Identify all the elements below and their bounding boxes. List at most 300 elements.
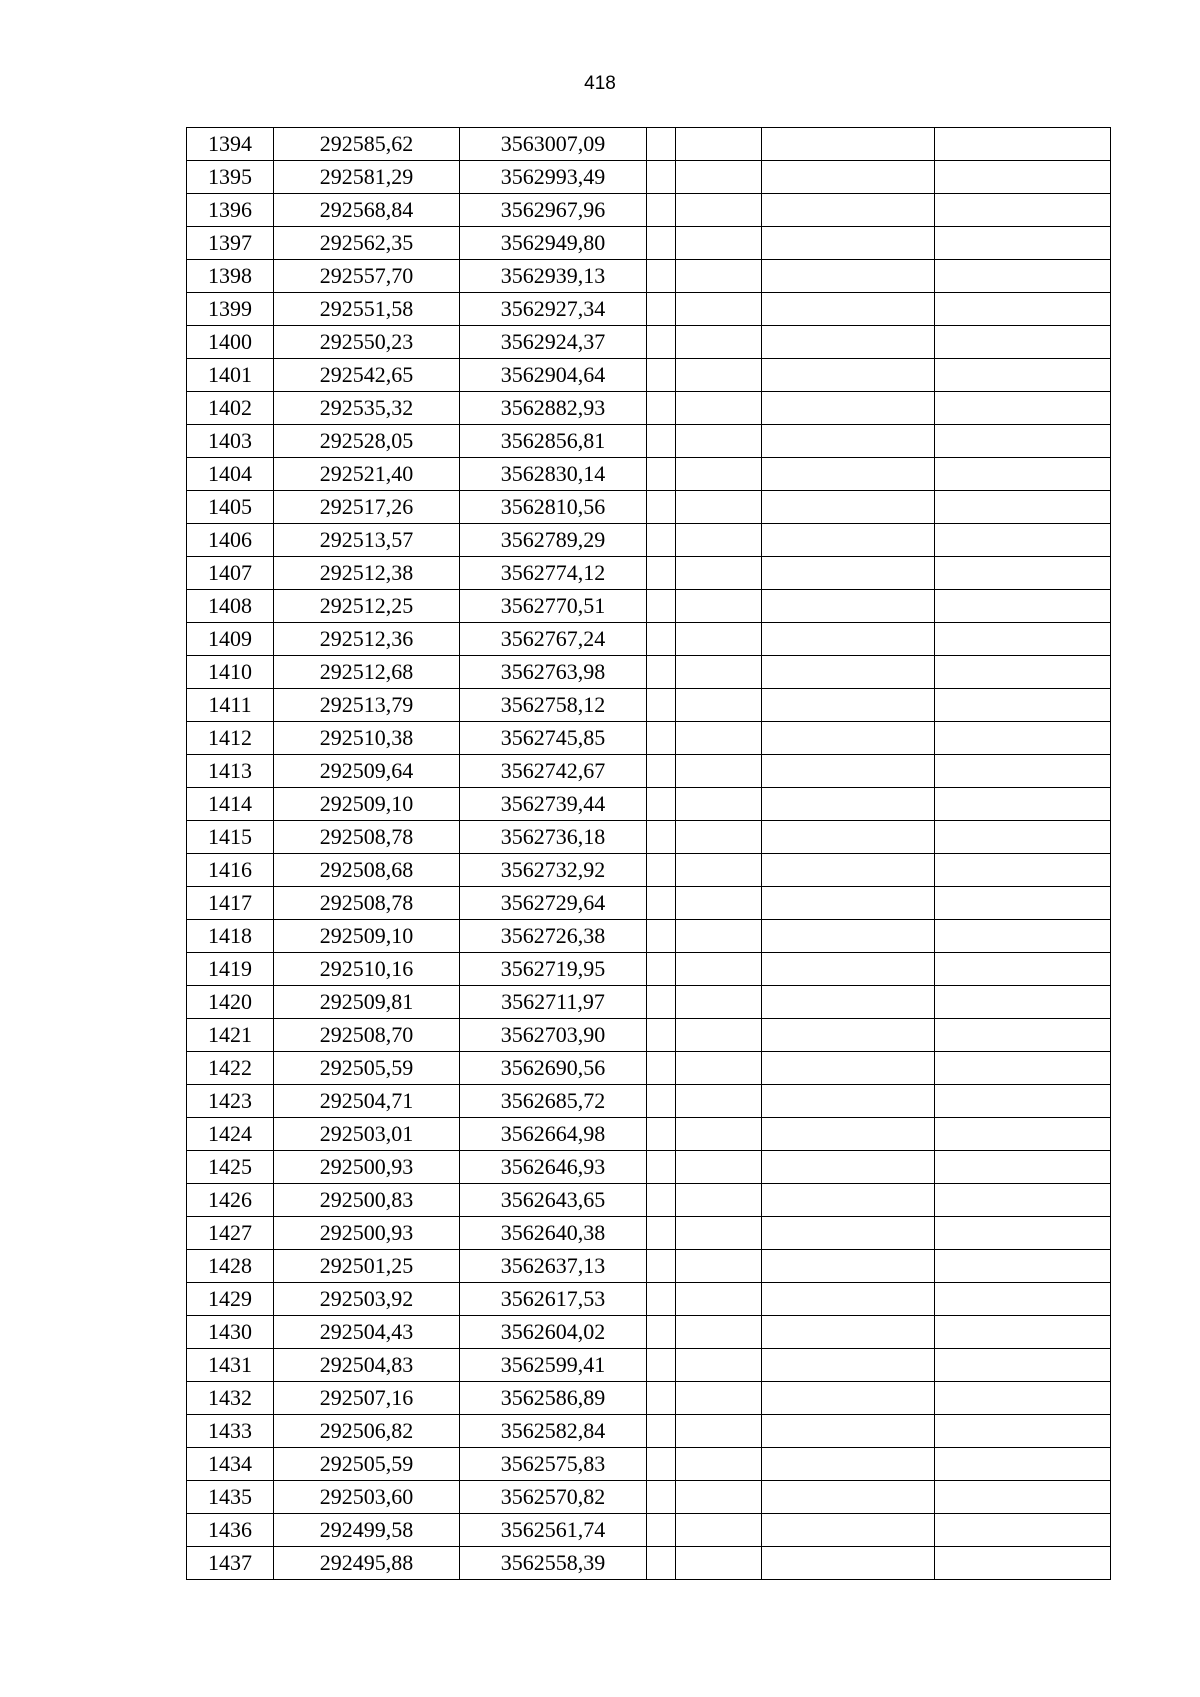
x-coordinate-cell: 292550,23 <box>274 326 460 359</box>
y-coordinate-cell: 3562690,56 <box>460 1052 647 1085</box>
empty-cell <box>676 359 762 392</box>
empty-cell <box>647 392 676 425</box>
y-coordinate-cell: 3562640,38 <box>460 1217 647 1250</box>
empty-cell <box>676 953 762 986</box>
x-coordinate-cell: 292521,40 <box>274 458 460 491</box>
table-row <box>187 1481 1111 1514</box>
empty-cell <box>762 458 935 491</box>
point-number-cell: 1406 <box>187 524 274 557</box>
y-coordinate-cell: 3562732,92 <box>460 854 647 887</box>
x-coordinate-cell: 292508,70 <box>274 1019 460 1052</box>
point-number-cell: 1413 <box>187 755 274 788</box>
x-coordinate-cell: 292557,70 <box>274 260 460 293</box>
empty-cell <box>935 227 1111 260</box>
page-number: 418 <box>584 73 616 94</box>
table-row <box>187 821 1111 854</box>
empty-cell <box>762 1019 935 1052</box>
empty-cell <box>676 1481 762 1514</box>
y-coordinate-cell: 3562939,13 <box>460 260 647 293</box>
x-coordinate-cell: 292507,16 <box>274 1382 460 1415</box>
empty-cell <box>676 1448 762 1481</box>
x-coordinate-cell: 292508,78 <box>274 887 460 920</box>
empty-cell <box>647 854 676 887</box>
point-number-cell: 1420 <box>187 986 274 1019</box>
point-number-cell: 1412 <box>187 722 274 755</box>
empty-cell <box>676 1349 762 1382</box>
point-number-cell: 1402 <box>187 392 274 425</box>
y-coordinate-cell: 3562924,37 <box>460 326 647 359</box>
empty-cell <box>676 1382 762 1415</box>
empty-cell <box>647 1349 676 1382</box>
table-row <box>187 1184 1111 1217</box>
y-coordinate-cell: 3562643,65 <box>460 1184 647 1217</box>
table-row <box>187 293 1111 326</box>
empty-cell <box>647 1481 676 1514</box>
table-row <box>187 1415 1111 1448</box>
x-coordinate-cell: 292506,82 <box>274 1415 460 1448</box>
empty-cell <box>935 1415 1111 1448</box>
empty-cell <box>762 854 935 887</box>
empty-cell <box>647 425 676 458</box>
empty-cell <box>935 623 1111 656</box>
coordinates-table <box>186 127 1111 1580</box>
table-row <box>187 590 1111 623</box>
point-number-cell: 1433 <box>187 1415 274 1448</box>
empty-cell <box>762 1217 935 1250</box>
empty-cell <box>762 1448 935 1481</box>
y-coordinate-cell: 3562742,67 <box>460 755 647 788</box>
empty-cell <box>762 1151 935 1184</box>
x-coordinate-cell: 292500,83 <box>274 1184 460 1217</box>
x-coordinate-cell: 292528,05 <box>274 425 460 458</box>
empty-cell <box>676 1019 762 1052</box>
empty-cell <box>676 854 762 887</box>
empty-cell <box>935 359 1111 392</box>
empty-cell <box>935 491 1111 524</box>
empty-cell <box>676 326 762 359</box>
empty-cell <box>762 161 935 194</box>
empty-cell <box>935 953 1111 986</box>
empty-cell <box>762 1052 935 1085</box>
empty-cell <box>676 227 762 260</box>
empty-cell <box>647 1250 676 1283</box>
table-row <box>187 920 1111 953</box>
empty-cell <box>762 1184 935 1217</box>
empty-cell <box>647 1448 676 1481</box>
empty-cell <box>935 920 1111 953</box>
point-number-cell: 1400 <box>187 326 274 359</box>
point-number-cell: 1415 <box>187 821 274 854</box>
y-coordinate-cell: 3562685,72 <box>460 1085 647 1118</box>
empty-cell <box>762 1283 935 1316</box>
table-row <box>187 1283 1111 1316</box>
empty-cell <box>647 491 676 524</box>
x-coordinate-cell: 292510,38 <box>274 722 460 755</box>
empty-cell <box>647 293 676 326</box>
empty-cell <box>647 920 676 953</box>
empty-cell <box>647 1085 676 1118</box>
empty-cell <box>647 821 676 854</box>
empty-cell <box>647 986 676 1019</box>
empty-cell <box>935 590 1111 623</box>
empty-cell <box>762 359 935 392</box>
y-coordinate-cell: 3562711,97 <box>460 986 647 1019</box>
empty-cell <box>647 1382 676 1415</box>
empty-cell <box>762 392 935 425</box>
empty-cell <box>762 491 935 524</box>
empty-cell <box>935 1019 1111 1052</box>
empty-cell <box>935 557 1111 590</box>
empty-cell <box>676 590 762 623</box>
empty-cell <box>762 293 935 326</box>
empty-cell <box>676 458 762 491</box>
empty-cell <box>935 887 1111 920</box>
y-coordinate-cell: 3562767,24 <box>460 623 647 656</box>
y-coordinate-cell: 3562664,98 <box>460 1118 647 1151</box>
empty-cell <box>762 689 935 722</box>
point-number-cell: 1424 <box>187 1118 274 1151</box>
empty-cell <box>935 656 1111 689</box>
empty-cell <box>762 887 935 920</box>
empty-cell <box>762 755 935 788</box>
empty-cell <box>935 1349 1111 1382</box>
table-row <box>187 425 1111 458</box>
table-row <box>187 1316 1111 1349</box>
empty-cell <box>647 1547 676 1580</box>
point-number-cell: 1416 <box>187 854 274 887</box>
empty-cell <box>935 194 1111 227</box>
x-coordinate-cell: 292505,59 <box>274 1448 460 1481</box>
empty-cell <box>647 1118 676 1151</box>
table-row <box>187 788 1111 821</box>
point-number-cell: 1407 <box>187 557 274 590</box>
empty-cell <box>676 788 762 821</box>
empty-cell <box>676 1085 762 1118</box>
point-number-cell: 1408 <box>187 590 274 623</box>
y-coordinate-cell: 3562856,81 <box>460 425 647 458</box>
empty-cell <box>935 986 1111 1019</box>
y-coordinate-cell: 3562703,90 <box>460 1019 647 1052</box>
point-number-cell: 1422 <box>187 1052 274 1085</box>
x-coordinate-cell: 292495,88 <box>274 1547 460 1580</box>
empty-cell <box>762 1547 935 1580</box>
empty-cell <box>647 590 676 623</box>
empty-cell <box>647 689 676 722</box>
point-number-cell: 1395 <box>187 161 274 194</box>
empty-cell <box>647 1052 676 1085</box>
table-row <box>187 227 1111 260</box>
x-coordinate-cell: 292500,93 <box>274 1151 460 1184</box>
point-number-cell: 1396 <box>187 194 274 227</box>
y-coordinate-cell: 3562830,14 <box>460 458 647 491</box>
point-number-cell: 1399 <box>187 293 274 326</box>
empty-cell <box>762 722 935 755</box>
empty-cell <box>935 392 1111 425</box>
y-coordinate-cell: 3562774,12 <box>460 557 647 590</box>
table-row <box>187 1547 1111 1580</box>
x-coordinate-cell: 292500,93 <box>274 1217 460 1250</box>
empty-cell <box>647 161 676 194</box>
x-coordinate-cell: 292503,60 <box>274 1481 460 1514</box>
empty-cell <box>935 1481 1111 1514</box>
point-number-cell: 1425 <box>187 1151 274 1184</box>
empty-cell <box>935 1085 1111 1118</box>
point-number-cell: 1436 <box>187 1514 274 1547</box>
x-coordinate-cell: 292508,68 <box>274 854 460 887</box>
empty-cell <box>762 1349 935 1382</box>
x-coordinate-cell: 292501,25 <box>274 1250 460 1283</box>
table-row <box>187 260 1111 293</box>
y-coordinate-cell: 3562646,93 <box>460 1151 647 1184</box>
point-number-cell: 1426 <box>187 1184 274 1217</box>
point-number-cell: 1431 <box>187 1349 274 1382</box>
table-row <box>187 854 1111 887</box>
empty-cell <box>647 227 676 260</box>
y-coordinate-cell: 3562993,49 <box>460 161 647 194</box>
empty-cell <box>935 821 1111 854</box>
table-row <box>187 755 1111 788</box>
y-coordinate-cell: 3562575,83 <box>460 1448 647 1481</box>
y-coordinate-cell: 3562604,02 <box>460 1316 647 1349</box>
empty-cell <box>762 524 935 557</box>
table-row <box>187 392 1111 425</box>
point-number-cell: 1394 <box>187 128 274 161</box>
table-row <box>187 359 1111 392</box>
empty-cell <box>935 722 1111 755</box>
empty-cell <box>676 1217 762 1250</box>
empty-cell <box>647 260 676 293</box>
y-coordinate-cell: 3562729,64 <box>460 887 647 920</box>
table-row <box>187 194 1111 227</box>
empty-cell <box>647 1415 676 1448</box>
empty-cell <box>676 755 762 788</box>
empty-cell <box>676 524 762 557</box>
empty-cell <box>676 1514 762 1547</box>
point-number-cell: 1423 <box>187 1085 274 1118</box>
y-coordinate-cell: 3562582,84 <box>460 1415 647 1448</box>
point-number-cell: 1421 <box>187 1019 274 1052</box>
y-coordinate-cell: 3562570,82 <box>460 1481 647 1514</box>
empty-cell <box>676 623 762 656</box>
point-number-cell: 1401 <box>187 359 274 392</box>
empty-cell <box>647 128 676 161</box>
y-coordinate-cell: 3562561,74 <box>460 1514 647 1547</box>
empty-cell <box>762 623 935 656</box>
empty-cell <box>762 227 935 260</box>
y-coordinate-cell: 3562967,96 <box>460 194 647 227</box>
empty-cell <box>676 986 762 1019</box>
table-row <box>187 491 1111 524</box>
table-row <box>187 623 1111 656</box>
table-row <box>187 887 1111 920</box>
x-coordinate-cell: 292509,64 <box>274 755 460 788</box>
empty-cell <box>647 722 676 755</box>
empty-cell <box>676 1052 762 1085</box>
table-row <box>187 524 1111 557</box>
table-row <box>187 128 1111 161</box>
empty-cell <box>935 1382 1111 1415</box>
empty-cell <box>647 1217 676 1250</box>
empty-cell <box>676 656 762 689</box>
empty-cell <box>647 788 676 821</box>
point-number-cell: 1428 <box>187 1250 274 1283</box>
empty-cell <box>762 590 935 623</box>
empty-cell <box>762 986 935 1019</box>
empty-cell <box>676 821 762 854</box>
empty-cell <box>935 1151 1111 1184</box>
x-coordinate-cell: 292517,26 <box>274 491 460 524</box>
empty-cell <box>762 656 935 689</box>
point-number-cell: 1405 <box>187 491 274 524</box>
empty-cell <box>935 1217 1111 1250</box>
table-row <box>187 1250 1111 1283</box>
x-coordinate-cell: 292581,29 <box>274 161 460 194</box>
empty-cell <box>762 920 935 953</box>
y-coordinate-cell: 3562949,80 <box>460 227 647 260</box>
point-number-cell: 1397 <box>187 227 274 260</box>
point-number-cell: 1409 <box>187 623 274 656</box>
empty-cell <box>676 1184 762 1217</box>
empty-cell <box>647 1283 676 1316</box>
x-coordinate-cell: 292508,78 <box>274 821 460 854</box>
empty-cell <box>647 755 676 788</box>
empty-cell <box>676 1316 762 1349</box>
x-coordinate-cell: 292499,58 <box>274 1514 460 1547</box>
empty-cell <box>676 1250 762 1283</box>
empty-cell <box>647 557 676 590</box>
x-coordinate-cell: 292509,10 <box>274 788 460 821</box>
table-row <box>187 986 1111 1019</box>
x-coordinate-cell: 292535,32 <box>274 392 460 425</box>
point-number-cell: 1427 <box>187 1217 274 1250</box>
point-number-cell: 1418 <box>187 920 274 953</box>
empty-cell <box>647 458 676 491</box>
table-row <box>187 1514 1111 1547</box>
x-coordinate-cell: 292512,25 <box>274 590 460 623</box>
table-row <box>187 161 1111 194</box>
empty-cell <box>762 1481 935 1514</box>
y-coordinate-cell: 3562882,93 <box>460 392 647 425</box>
y-coordinate-cell: 3562763,98 <box>460 656 647 689</box>
table-row <box>187 1019 1111 1052</box>
empty-cell <box>762 326 935 359</box>
y-coordinate-cell: 3562726,38 <box>460 920 647 953</box>
table-row <box>187 1118 1111 1151</box>
x-coordinate-cell: 292509,10 <box>274 920 460 953</box>
table-row <box>187 1052 1111 1085</box>
y-coordinate-cell: 3562789,29 <box>460 524 647 557</box>
table-row <box>187 953 1111 986</box>
empty-cell <box>935 293 1111 326</box>
empty-cell <box>762 1382 935 1415</box>
empty-cell <box>935 260 1111 293</box>
y-coordinate-cell: 3562927,34 <box>460 293 647 326</box>
point-number-cell: 1435 <box>187 1481 274 1514</box>
empty-cell <box>647 1316 676 1349</box>
empty-cell <box>935 128 1111 161</box>
empty-cell <box>676 1547 762 1580</box>
y-coordinate-cell: 3562586,89 <box>460 1382 647 1415</box>
point-number-cell: 1411 <box>187 689 274 722</box>
empty-cell <box>762 128 935 161</box>
empty-cell <box>762 557 935 590</box>
y-coordinate-cell: 3562810,56 <box>460 491 647 524</box>
empty-cell <box>762 788 935 821</box>
empty-cell <box>935 458 1111 491</box>
empty-cell <box>935 1184 1111 1217</box>
empty-cell <box>762 260 935 293</box>
empty-cell <box>676 425 762 458</box>
table-row <box>187 326 1111 359</box>
table-row <box>187 1085 1111 1118</box>
empty-cell <box>647 656 676 689</box>
empty-cell <box>676 293 762 326</box>
empty-cell <box>676 1283 762 1316</box>
empty-cell <box>762 1514 935 1547</box>
empty-cell <box>676 392 762 425</box>
x-coordinate-cell: 292542,65 <box>274 359 460 392</box>
x-coordinate-cell: 292504,83 <box>274 1349 460 1382</box>
empty-cell <box>935 1547 1111 1580</box>
empty-cell <box>676 161 762 194</box>
empty-cell <box>647 887 676 920</box>
x-coordinate-cell: 292510,16 <box>274 953 460 986</box>
y-coordinate-cell: 3562637,13 <box>460 1250 647 1283</box>
x-coordinate-cell: 292513,79 <box>274 689 460 722</box>
table-row <box>187 458 1111 491</box>
table-row <box>187 1349 1111 1382</box>
empty-cell <box>676 920 762 953</box>
y-coordinate-cell: 3562558,39 <box>460 1547 647 1580</box>
empty-cell <box>935 326 1111 359</box>
empty-cell <box>647 623 676 656</box>
empty-cell <box>676 1151 762 1184</box>
x-coordinate-cell: 292503,01 <box>274 1118 460 1151</box>
empty-cell <box>935 1052 1111 1085</box>
empty-cell <box>676 887 762 920</box>
x-coordinate-cell: 292504,71 <box>274 1085 460 1118</box>
point-number-cell: 1403 <box>187 425 274 458</box>
empty-cell <box>762 1085 935 1118</box>
x-coordinate-cell: 292504,43 <box>274 1316 460 1349</box>
empty-cell <box>762 425 935 458</box>
point-number-cell: 1430 <box>187 1316 274 1349</box>
empty-cell <box>935 1250 1111 1283</box>
empty-cell <box>935 854 1111 887</box>
coordinates-table-body <box>187 128 1111 1580</box>
y-coordinate-cell: 3562736,18 <box>460 821 647 854</box>
empty-cell <box>676 128 762 161</box>
empty-cell <box>935 524 1111 557</box>
x-coordinate-cell: 292512,36 <box>274 623 460 656</box>
empty-cell <box>676 689 762 722</box>
empty-cell <box>935 161 1111 194</box>
x-coordinate-cell: 292505,59 <box>274 1052 460 1085</box>
x-coordinate-cell: 292562,35 <box>274 227 460 260</box>
y-coordinate-cell: 3562599,41 <box>460 1349 647 1382</box>
empty-cell <box>676 1415 762 1448</box>
point-number-cell: 1398 <box>187 260 274 293</box>
empty-cell <box>935 1118 1111 1151</box>
table-row <box>187 722 1111 755</box>
y-coordinate-cell: 3562617,53 <box>460 1283 647 1316</box>
empty-cell <box>676 722 762 755</box>
table-row <box>187 1151 1111 1184</box>
x-coordinate-cell: 292509,81 <box>274 986 460 1019</box>
point-number-cell: 1410 <box>187 656 274 689</box>
empty-cell <box>935 425 1111 458</box>
point-number-cell: 1404 <box>187 458 274 491</box>
